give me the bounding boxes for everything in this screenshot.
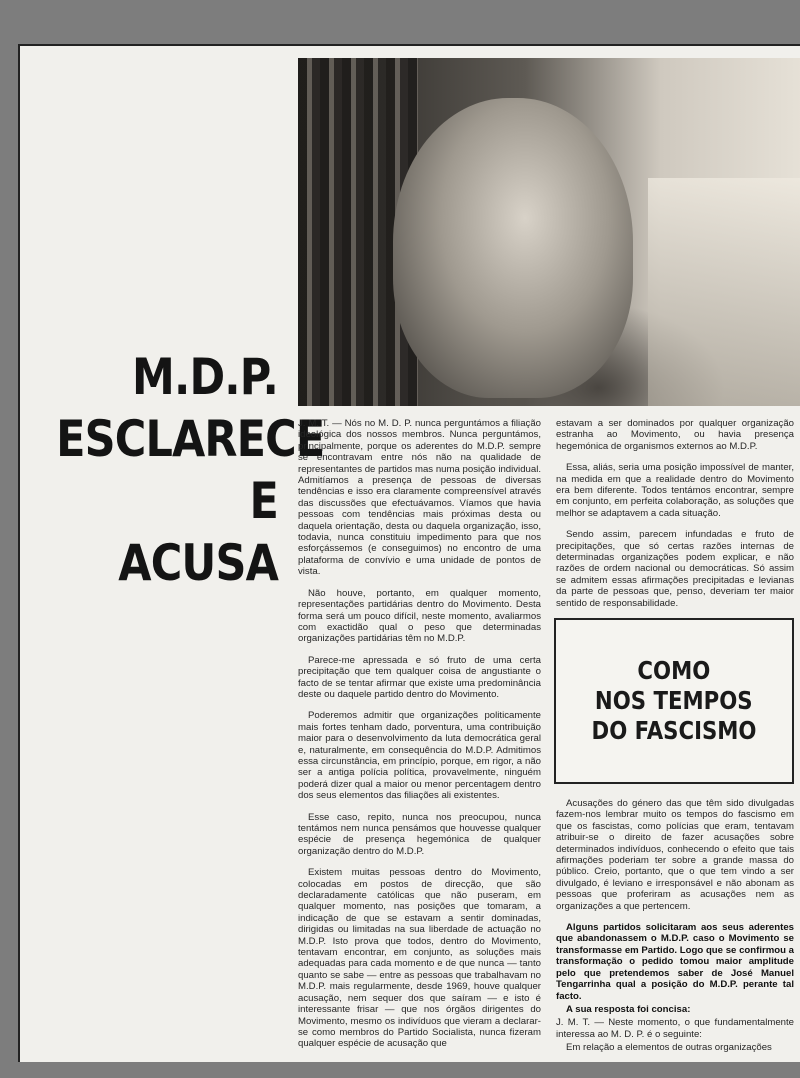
headline-line-3: E [249, 472, 278, 530]
paragraph: Parece-me apressada e só fruto de uma certa precipitação que tem qualquer coisa de angustiante o facto de se tentar afirmar que existe uma predominância deste ou daquele partido dentro do Movimento. [298, 654, 541, 700]
paragraph: J. M. T. — Nós no M. D. P. nunca perguntámos a filiação ideológica dos nossos membros. Nunca perguntámos, principalmente, porque os aderentes do M.D.P. sempre se encontravam entre nós não na qualidade de representantes de partidos mas numa posição individual. Admitíamos a presença de pessoas de diversas tendências e isso era claramente compreensível através das discussões que efectuávamos. Víamos que havia pessoas com tendências mais próximas desta ou daquela orientação, desta ou daquela organização, isso, todavia, nunca constituiu impedimento para que nos esforçássemos (e conseguimos) no encontro de uma plataforma de convívio e uma unidade de pontos de vista. [298, 418, 541, 578]
article-column-1 [298, 418, 541, 1060]
subheading-box [554, 618, 794, 784]
headline-line-1: M.D.P. [132, 348, 278, 406]
intro-line [556, 1004, 794, 1015]
paragraph: Poderemos admitir que organizações politicamente mais fortes tenham dado, porventura, uma contribuição maior para o desenvolvimento da luta democrática geral e, naturalmente, em consequência do M.D.P. Admitimos essa circunstância, em princípio, porque, em rigor, a não ser a antiga polícia política, provavelmente, ninguém poderá dizer qual a maior ou menor percentagem dentro dos seus elementos das filiações ali existentes. [298, 710, 541, 802]
paragraph: estavam a ser dominados por qualquer organização estranha ao Movimento, ou havia presença hegemónica de organismos externos ao M.D.P. [556, 418, 794, 452]
article-column-3 [556, 798, 794, 1062]
headline-line-4: ACUSA [118, 534, 278, 592]
article-column-2 [556, 418, 794, 619]
paragraph: Acusações do género das que têm sido divulgadas fazem-nos lembrar muito os tempos do fascismo em que os fascistas, como polícias que eram, tentavam atribuir-se o direito de fazer acusações sobre determinados indivíduos, conhecendo o efeito que tais afirmações poderiam ter sobre a grande massa do público. Creio, portanto, que o que tem vindo a ser divulgado, é leviano e irresponsável e não abonam as pessoas que proferiram as acusações nem as organizações a que pertencem. [556, 798, 794, 912]
man-head [393, 98, 633, 398]
magazine-page [18, 44, 800, 1062]
window-light [648, 178, 800, 406]
paragraph: Sendo assim, parecem infundadas e fruto de precipitações, que só certas razões internas de determinadas organizações podem explicar, e não razões de ordem nacional ou democráticas. Só assim se admitem essas afirmações precipitadas e levianas da parte de pessoas que, penso, deveriam ter maior sentido de responsabilidade. [556, 529, 794, 609]
paragraph: J. M. T. — Neste momento, o que fundamentalmente interessa ao M. D. P. é o seguinte: [556, 1017, 794, 1040]
intro-text: A sua resposta foi concisa: [566, 1003, 691, 1015]
question-text: Alguns partidos solicitaram aos seus aderentes que abandonassem o M.D.P. caso o Movimento se transformasse em Partido. Logo que se confirmou a transformação o pedido tomou maior amplitude pelo que pretendemos saber de José Manuel Tengarrinha qual a posição do M.D.P. perante tal facto. [556, 922, 794, 1002]
subheading-line-1: COMO [637, 656, 711, 685]
subheading-line-3: DO FASCISMO [591, 716, 757, 745]
question-paragraph [556, 922, 794, 1002]
subheading-line-2: NOS TEMPOS [595, 686, 753, 715]
paragraph: Existem muitas pessoas dentro do Movimento, colocadas em postos de direcção, que são declaradamente católicas que não puseram, em qualquer momento, nas posições que tomaram, a indicação de que se estavam a sentir dominadas, dirigidas ou limitadas na sua liberdade de actuação no M.D.P. Isto prova que todos, dentro do Movimento, tentavam encontrar, em conjunto, as soluções mais adequadas para cada momento e de que nunca — tanto quanto se sabe — entre as pessoas que trabalhavam no M.D.P. mais regularmente, desde 1969, houve qualquer acusação, nem sequer dos que saíram — e isto é interessante frisar — que nos órgãos dirigentes do Movimento, mesmo os indivíduos que vieram a declarar-se como membros do Partido Socialista, nunca fizeram qualquer espécie de acusação que [298, 867, 541, 1050]
paragraph: Não houve, portanto, em qualquer momento, representações partidárias dentro do Movimento. Desta forma será um pouco difícil, neste momento, avaliarmos com exactidão qual o peso que determinadas organizações partidárias têm no M.D.P. [298, 587, 541, 645]
paragraph: Em relação a elementos de outras organizações [566, 1042, 772, 1054]
paragraph: Essa, aliás, seria uma posição impossível de manter, na medida em que a realidade dentro do Movimento era bem diferente. Todos tentámos encontrar, sempre em conjunto, em perfeita colaboração, as soluções que melhor se adaptavem a cada situação. [556, 462, 794, 519]
headline [20, 346, 325, 594]
headline-line-2: ESCLARECE [56, 410, 325, 468]
portrait-photo [298, 58, 800, 406]
paragraph: Esse caso, repito, nunca nos preocupou, nunca tentámos nem nunca pensámos que houvesse qualquer espécie de presença hegemónica de qualquer organização dentro do M.D.P. [298, 811, 541, 857]
